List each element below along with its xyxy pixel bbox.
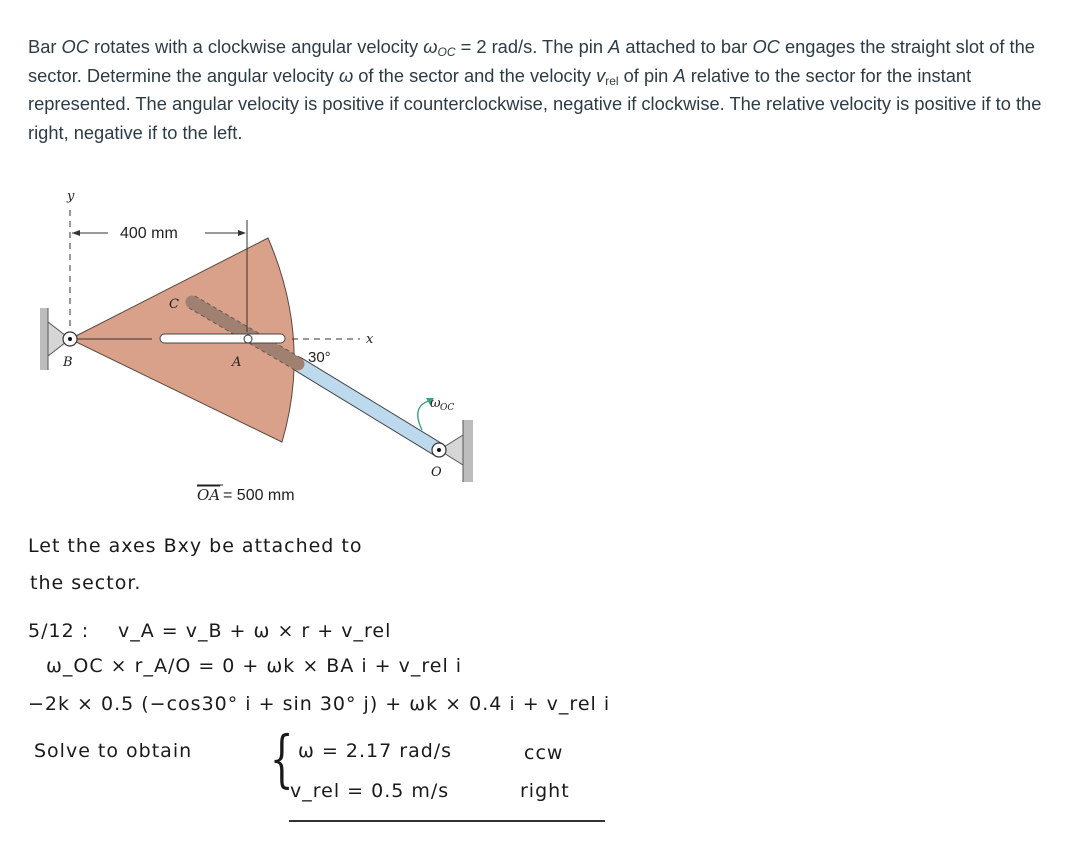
solution-line-2: the sector. — [30, 572, 142, 594]
mechanism-diagram — [30, 180, 480, 510]
result-vrel: v_rel = 0.5 m/s — [290, 780, 450, 802]
svg-text:A: A — [232, 355, 242, 370]
equation-reference: 5/12 : — [28, 620, 90, 642]
equation-2: ω_OC × r_A/O = 0 + ωk × BA i + v_rel i — [46, 655, 463, 677]
result-omega: ω = 2.17 rad/s — [298, 740, 453, 762]
result-underline — [289, 820, 605, 822]
equation-3: −2k × 0.5 (−cos30° i + sin 30° j) + ωk × 0.4 i + v_rel i — [28, 693, 611, 715]
solution-line-1: Let the axes Bxy be attached to — [28, 535, 363, 557]
svg-text:y: y — [67, 189, 75, 204]
svg-text:B: B — [63, 355, 73, 370]
svg-text:OC: OC — [440, 403, 455, 413]
left-wall — [40, 308, 48, 370]
result-brace: { — [269, 722, 294, 795]
result-vrel-direction: right — [520, 780, 570, 802]
bar-OC — [298, 364, 439, 450]
result-omega-direction: ccw — [524, 742, 564, 764]
slot — [160, 334, 285, 343]
svg-text:ω: ω — [430, 396, 441, 411]
solve-label: Solve to obtain — [34, 740, 193, 762]
svg-text:x: x — [366, 332, 374, 347]
right-wall — [463, 420, 473, 482]
svg-text:30°: 30° — [308, 349, 331, 366]
problem-statement: Bar OC rotates with a clockwise angular velocity $\omega_{OC} = 2$ rad/s. The pin A attached to bar OC engages the straight slot of the sector. Determine the angular velocity ω of the sector and the velocity $v_{rel}$ of pin A relative to the sector for the instant represented. The angular velocity is positive if counterclockwise, negative if clockwise. The relative velocity is positive if to the right, negative if to the left. — [28, 36, 1042, 143]
pin-A — [244, 335, 252, 343]
svg-text:= 500 mm: = 500 mm — [223, 487, 295, 504]
svg-text:C: C — [169, 297, 179, 312]
svg-text:O: O — [431, 465, 442, 480]
svg-text:400 mm: 400 mm — [120, 225, 178, 242]
svg-text:OA: OA — [197, 486, 221, 504]
equation-1: v_A = v_B + ω × r + v_rel — [118, 620, 392, 642]
